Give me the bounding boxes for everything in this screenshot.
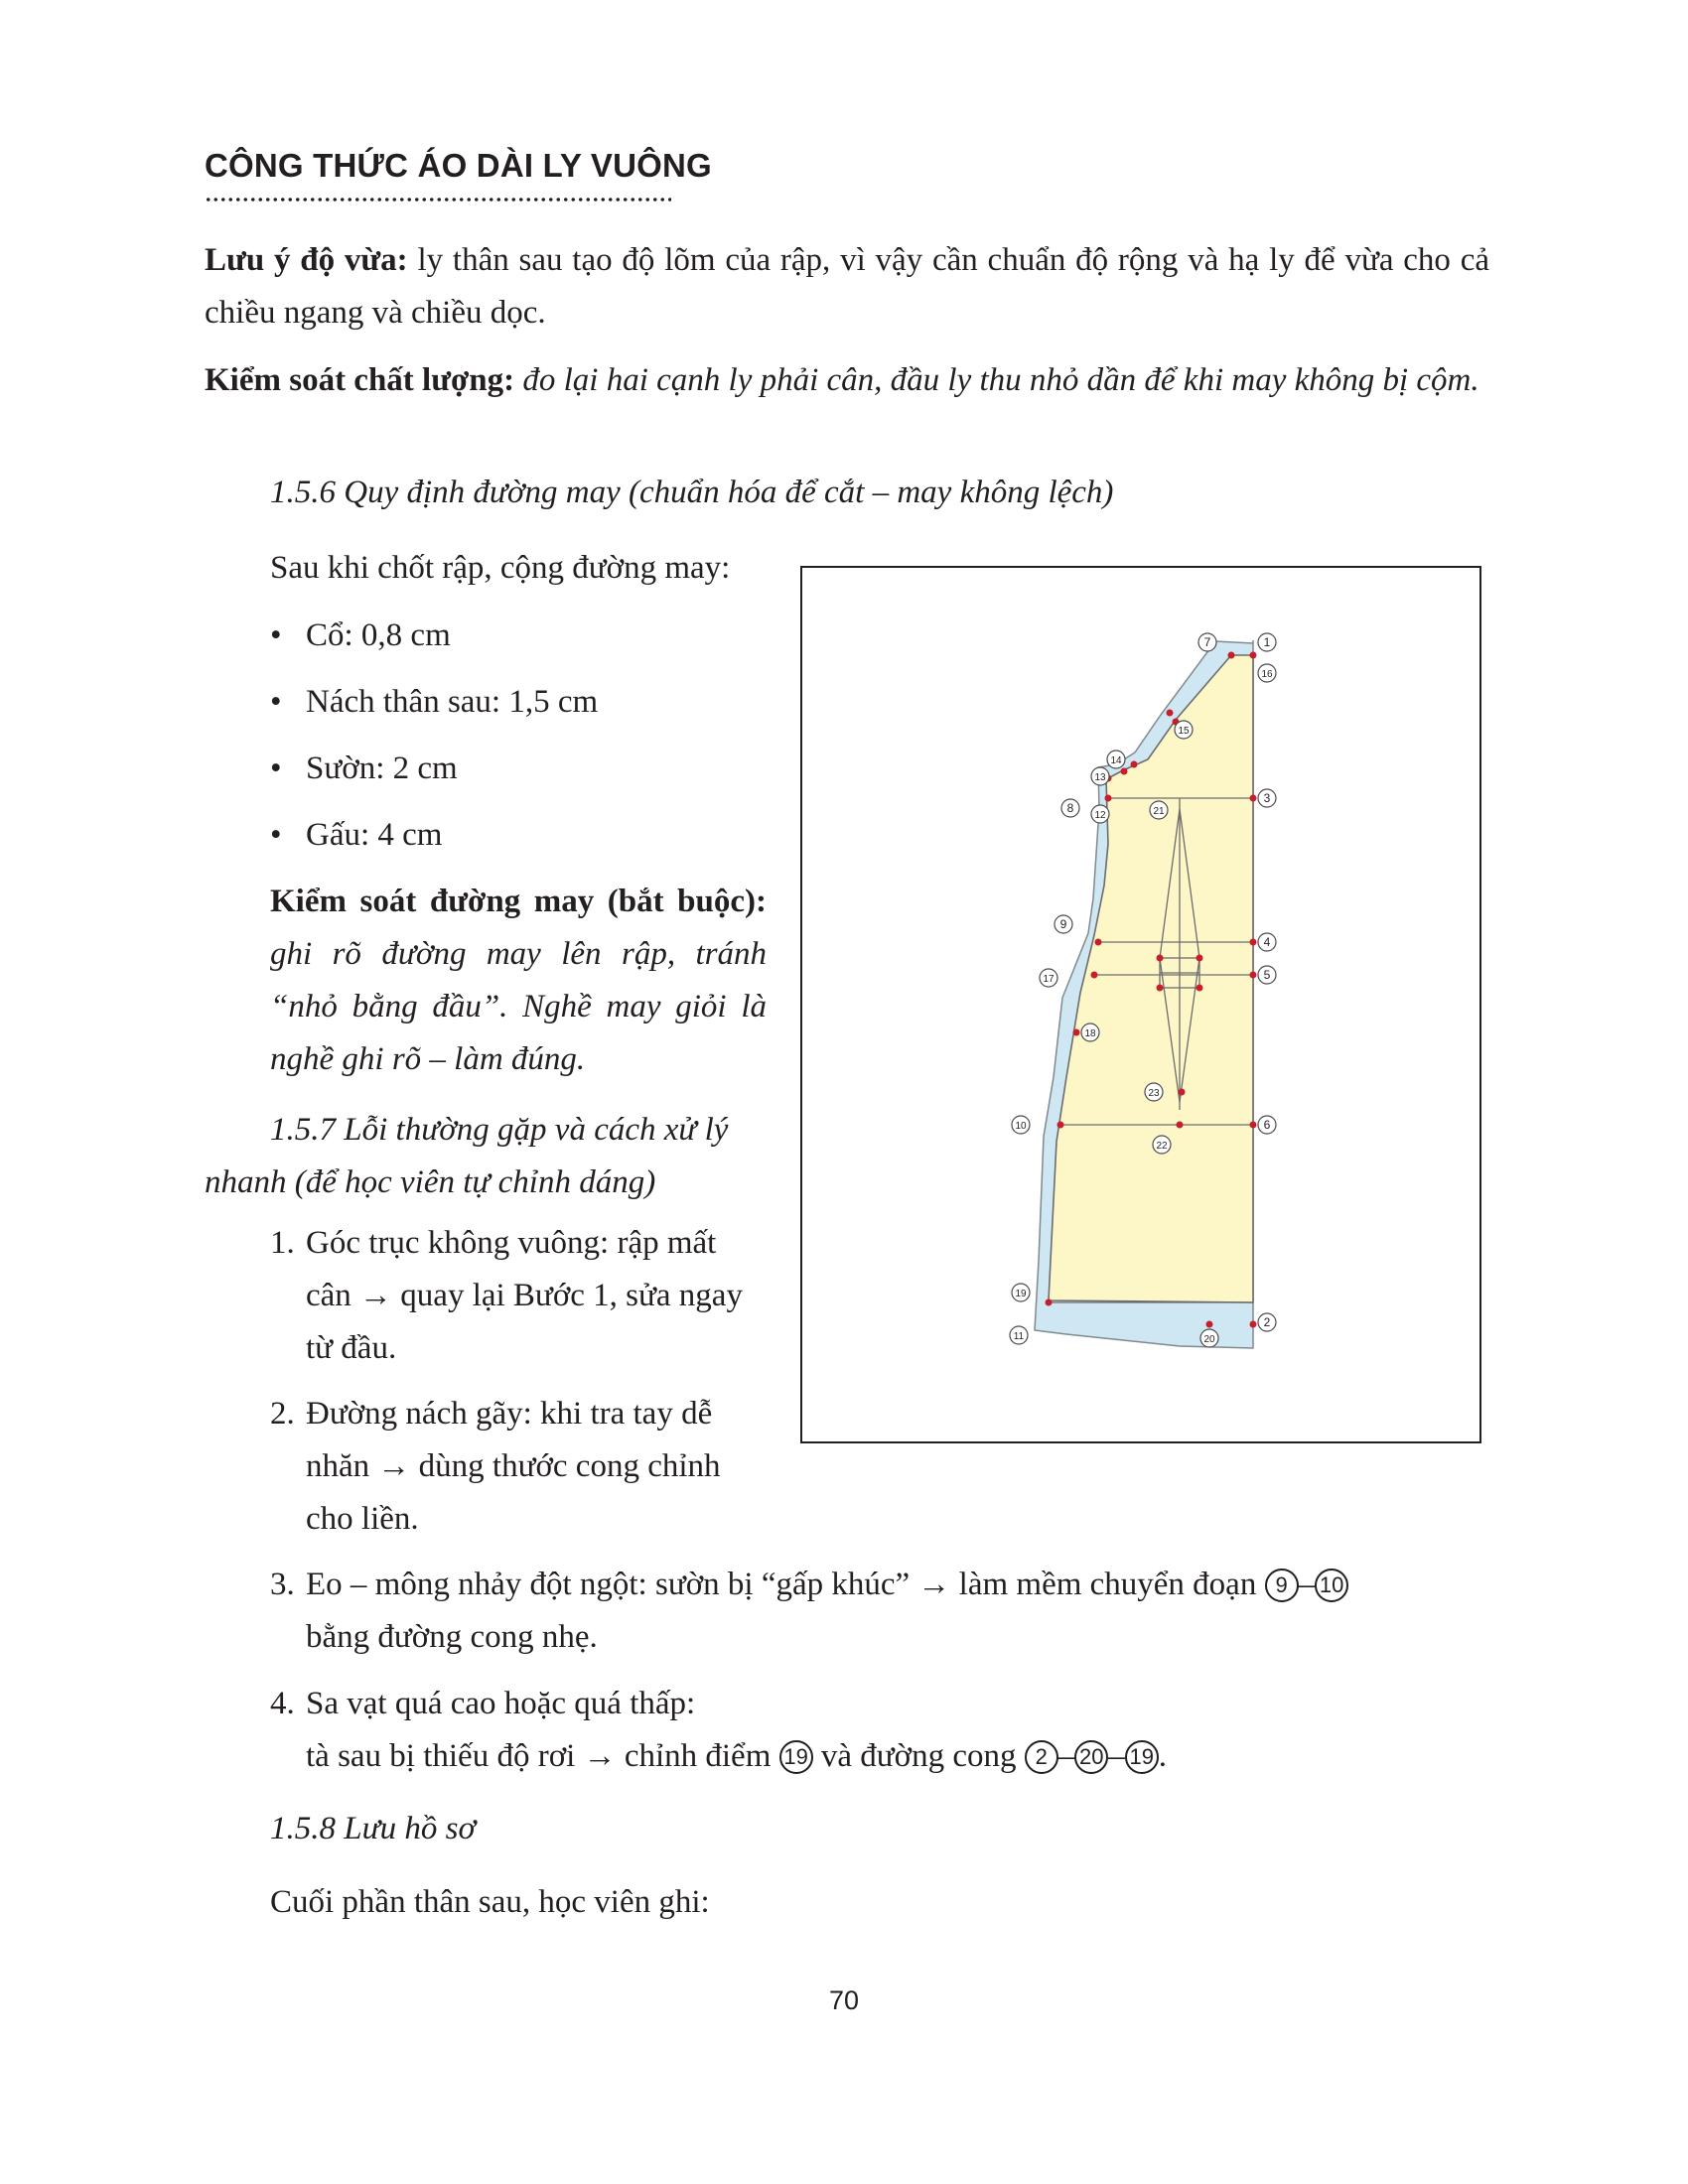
point-label-11 [1010, 1326, 1028, 1344]
svg-text:19: 19 [1015, 1289, 1027, 1299]
error-text: Đường nách gãy: khi tra tay dễ nhăn → dùng thước cong chỉnh cho liền. [306, 1396, 721, 1537]
svg-text:4: 4 [1263, 935, 1271, 949]
svg-text:20: 20 [1203, 1334, 1215, 1345]
error-text-part: tà sau bị thiếu độ rơi → chỉnh điểm [306, 1738, 779, 1774]
svg-text:16: 16 [1261, 669, 1273, 680]
point-ref-2: 2 [1025, 1740, 1058, 1774]
point-ref-9: 9 [1265, 1569, 1299, 1602]
quality-note-paragraph [205, 354, 1489, 407]
point-label-18 [1081, 1024, 1099, 1041]
svg-text:18: 18 [1084, 1028, 1096, 1039]
point-label-22 [1153, 1136, 1171, 1154]
point-label-19 [1012, 1284, 1030, 1301]
seam-intro: Sau khi chốt rập, cộng đường may: [270, 550, 731, 586]
seam-control-text: ghi rõ đường may lên rập, tránh “nhỏ bằng đầu”. Nghề may giỏi là nghề ghi rõ – làm đúng. [270, 936, 767, 1077]
point-label-3 [1258, 789, 1276, 807]
period: . [1158, 1738, 1168, 1774]
point-label-15 [1175, 721, 1193, 739]
point-label-17 [1040, 969, 1057, 987]
svg-text:13: 13 [1094, 772, 1106, 783]
back-panel-pattern-figure [800, 566, 1481, 1443]
point-label-10 [1012, 1116, 1030, 1134]
section-heading-156: 1.5.6 Quy định đường may (chuẩn hóa để cắt – may không lệch) [270, 475, 1114, 510]
section-heading-157: 1.5.7 Lỗi thường gặp và cách xử lý nhanh (để học viên tự chỉnh dáng) [205, 1112, 729, 1200]
point-label-6 [1258, 1116, 1276, 1134]
error-number: 4. [270, 1686, 295, 1721]
svg-text:9: 9 [1059, 917, 1067, 931]
point-ref-19: 19 [779, 1740, 813, 1774]
point-label-23 [1145, 1083, 1163, 1101]
svg-text:15: 15 [1178, 726, 1190, 737]
point-ref-20: 20 [1074, 1740, 1108, 1774]
dash: – [1108, 1738, 1125, 1774]
list-item: • Gấu: 4 cm [270, 809, 767, 876]
svg-text:3: 3 [1263, 791, 1271, 805]
pattern-diagram [800, 566, 1481, 1443]
point-label-1 [1258, 633, 1276, 651]
point-label-4 [1258, 933, 1276, 951]
point-label-20 [1200, 1329, 1218, 1347]
svg-text:8: 8 [1066, 801, 1074, 815]
fit-note-label: Lưu ý độ vừa: [205, 242, 408, 278]
seam-control-label: Kiểm soát đường may (bắt buộc): [270, 884, 767, 919]
error-text-line: Sa vạt quá cao hoặc quá thấp: [306, 1686, 696, 1721]
error-text-part: và đường cong [812, 1738, 1025, 1774]
point-label-21 [1150, 801, 1168, 819]
section-heading-158: 1.5.8 Lưu hồ sơ [270, 1811, 477, 1846]
svg-text:2: 2 [1263, 1315, 1271, 1329]
heading-dotted-rule [205, 197, 671, 203]
point-ref-19: 19 [1125, 1740, 1159, 1774]
svg-text:22: 22 [1156, 1141, 1168, 1152]
error-text-part: Eo – mông nhảy đột ngột: sườn bị “gấp khúc” → làm mềm chuyển đoạn [306, 1567, 1265, 1602]
svg-text:6: 6 [1263, 1118, 1271, 1132]
error-number: 2. [270, 1396, 295, 1432]
page-number: 70 [828, 1985, 860, 2015]
svg-text:7: 7 [1203, 635, 1211, 649]
list-item: • Sườn: 2 cm [270, 743, 767, 809]
closing-text: Cuối phần thân sau, học viên ghi: [270, 1884, 710, 1920]
error-number: 3. [270, 1567, 295, 1602]
svg-text:11: 11 [1013, 1331, 1025, 1342]
svg-text:14: 14 [1110, 755, 1122, 766]
quality-note-label: Kiểm soát chất lượng: [205, 362, 515, 398]
error-text [306, 1559, 1489, 1664]
seam-control-paragraph [270, 876, 767, 1086]
point-label-5 [1258, 966, 1276, 984]
point-label-13 [1091, 767, 1109, 785]
fit-note-text: ly thân sau tạo độ lõm của rập, vì vậy cần chuẩn độ rộng và hạ ly để vừa cho cả chiều ngang và chiều dọc. [205, 242, 1490, 331]
point-label-7 [1198, 633, 1216, 651]
error-text [306, 1678, 1489, 1783]
seam-allowance-list [270, 610, 767, 876]
svg-text:10: 10 [1015, 1121, 1027, 1132]
error-text: Góc trục không vuông: rập mất cân → quay lại Bước 1, sửa ngay từ đầu. [306, 1225, 743, 1366]
list-item: • Cổ: 0,8 cm [270, 610, 767, 676]
dash: – [1057, 1738, 1075, 1774]
svg-text:5: 5 [1263, 968, 1271, 982]
list-item: • Nách thân sau: 1,5 cm [270, 676, 767, 743]
svg-text:21: 21 [1153, 806, 1165, 817]
svg-text:12: 12 [1094, 810, 1106, 821]
point-label-2 [1258, 1313, 1276, 1331]
quality-note-text: đo lại hai cạnh ly phải cân, đầu ly thu nhỏ dần để khi may không bị cộm. [514, 362, 1479, 398]
dash: – [1298, 1567, 1316, 1602]
point-label-16 [1258, 664, 1276, 682]
fit-note-paragraph [205, 234, 1489, 340]
point-label-14 [1107, 751, 1125, 768]
svg-text:17: 17 [1043, 974, 1055, 985]
point-label-8 [1061, 799, 1079, 817]
point-label-12 [1091, 805, 1109, 823]
error-text-part: bằng đường cong nhẹ. [306, 1619, 598, 1655]
point-label-9 [1055, 915, 1072, 933]
svg-text:1: 1 [1263, 635, 1271, 649]
svg-text:23: 23 [1148, 1088, 1160, 1099]
page-heading: CÔNG THỨC ÁO DÀI LY VUÔNG [205, 147, 712, 184]
error-number: 1. [270, 1225, 295, 1261]
point-ref-10: 10 [1315, 1569, 1348, 1602]
